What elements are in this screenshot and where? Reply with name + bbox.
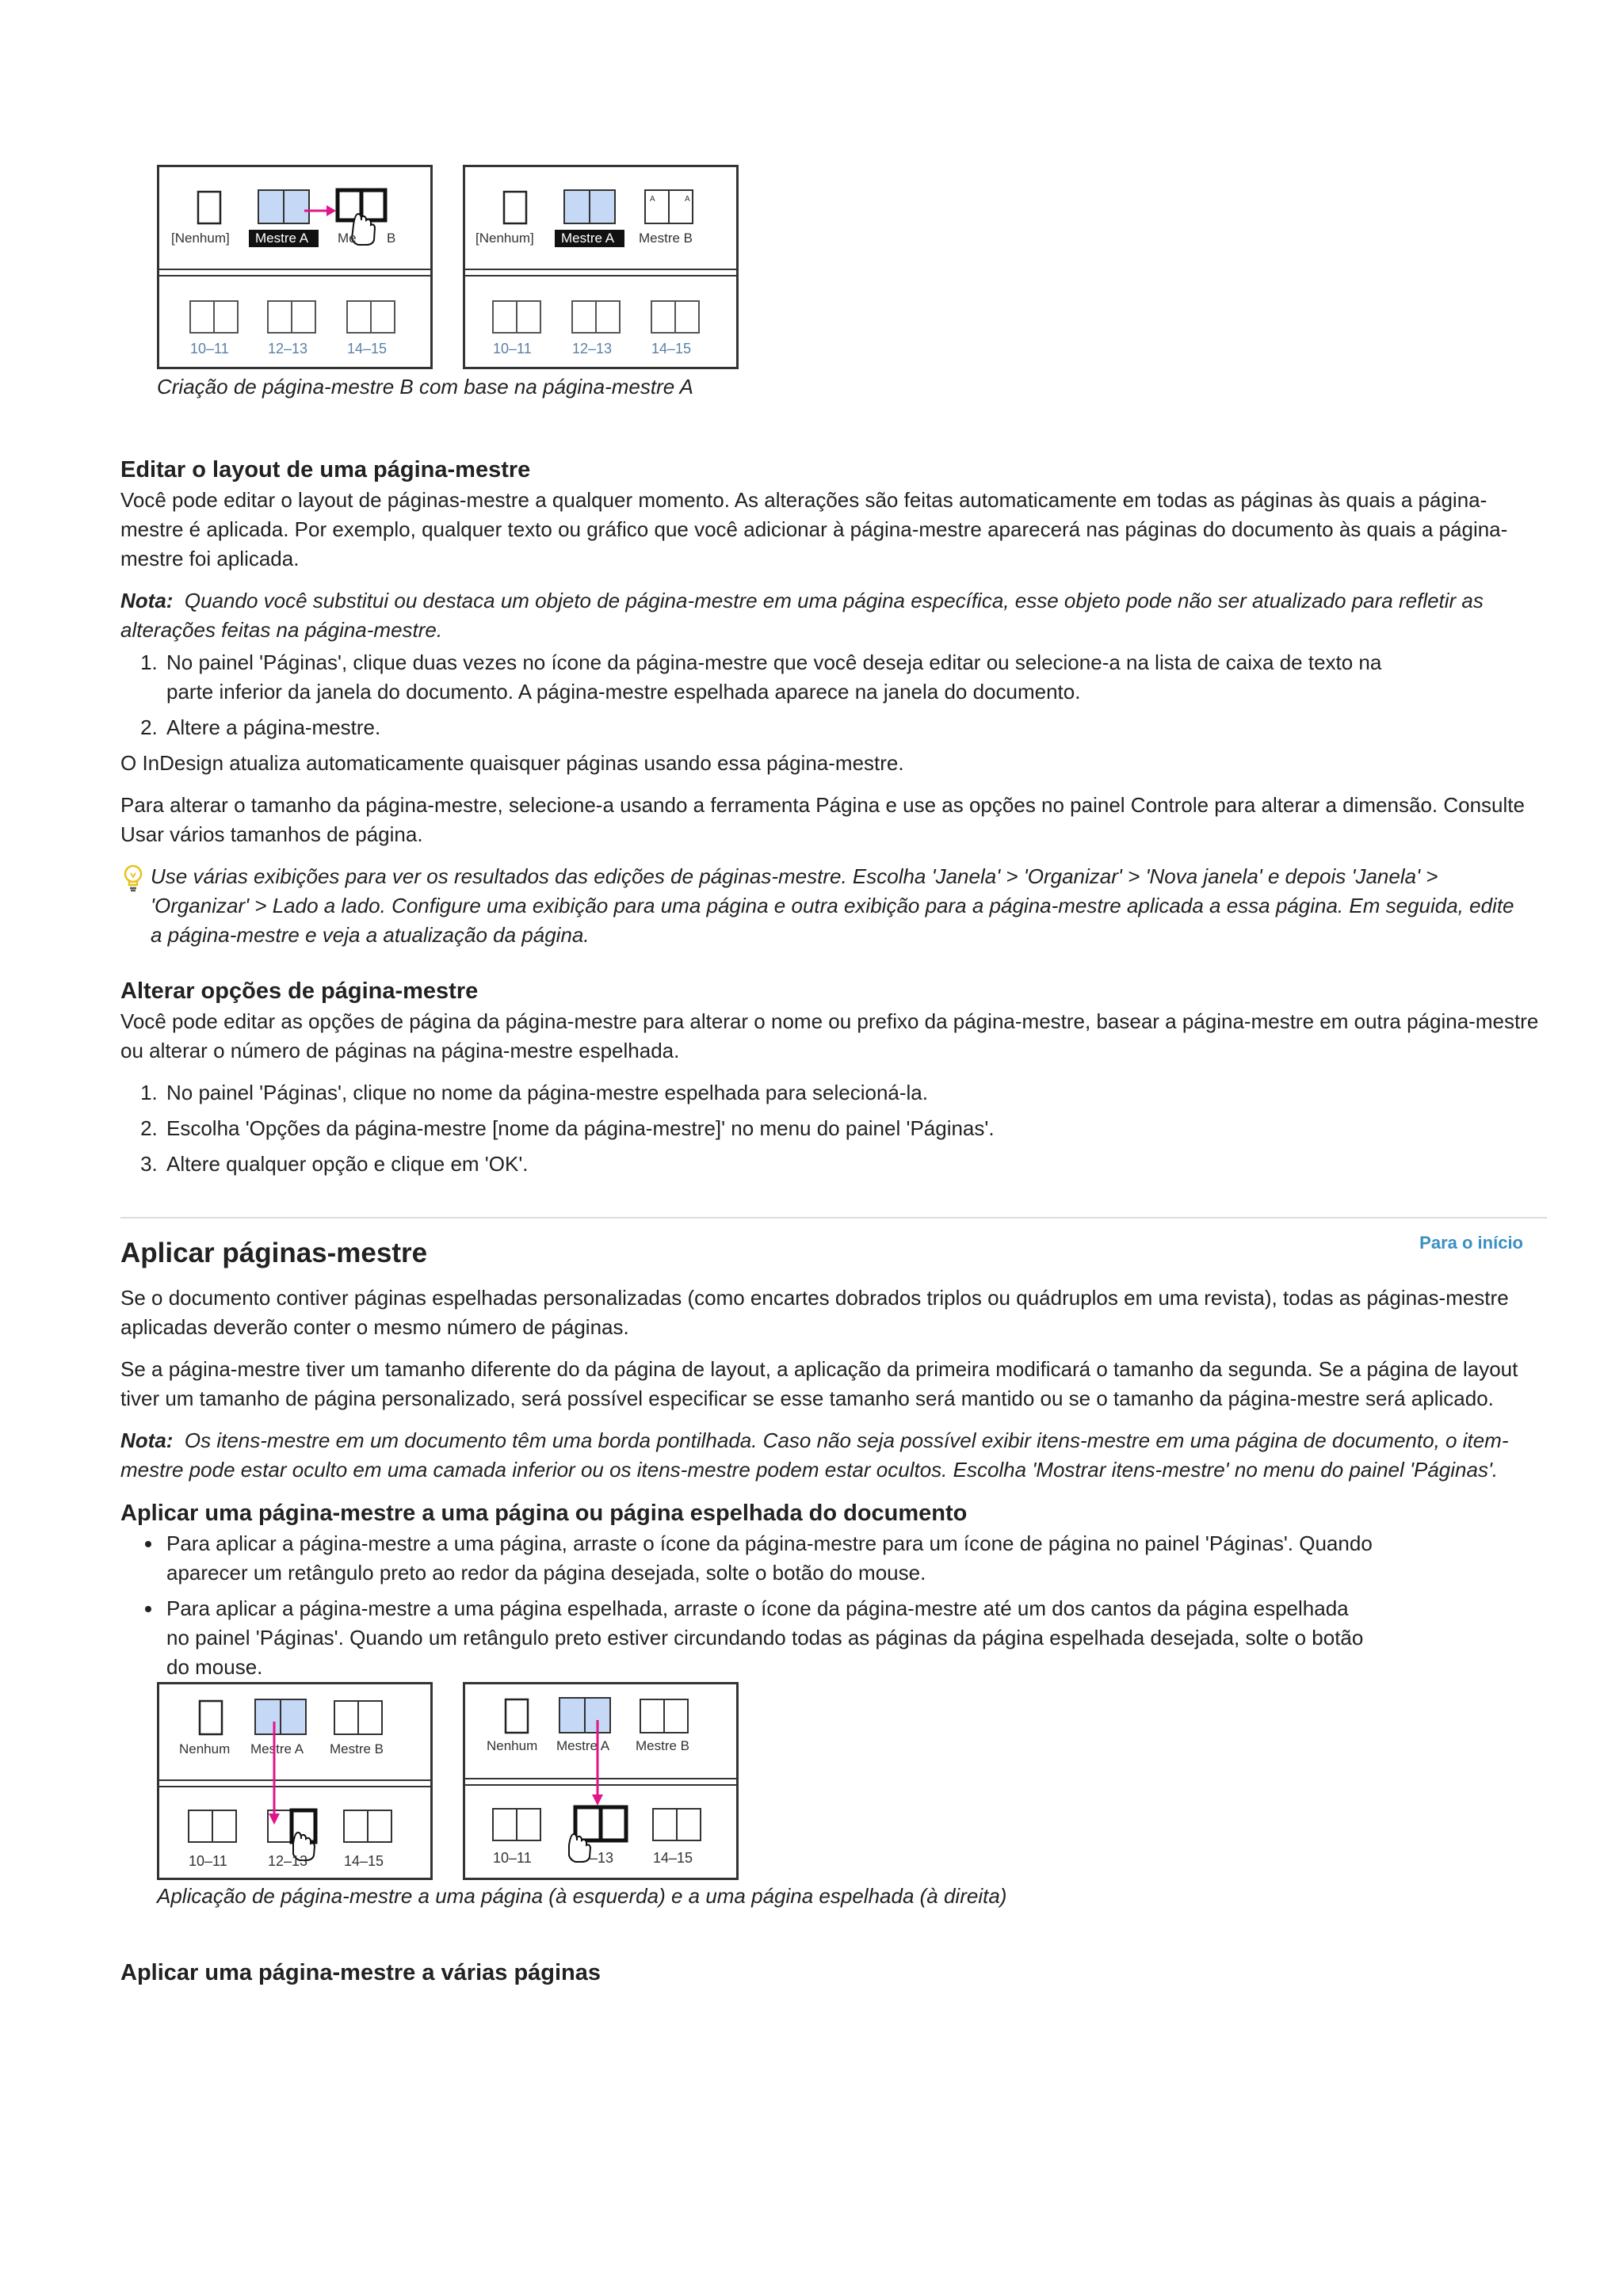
page-label: 14–15 — [347, 341, 388, 357]
master-label-a: Mestre A — [250, 1741, 304, 1756]
page-label: 14–15 — [651, 341, 692, 357]
pages-panel-left — [157, 165, 433, 369]
note — [120, 1426, 1547, 1485]
master-label-a: Mestre A — [255, 231, 309, 246]
master-label-b: Mestre B — [330, 1741, 384, 1756]
paragraph: Se o documento contiver páginas espelhadas personalizadas (como encartes dobrados triplos ou quádruplos em uma revista), todas as páginas-mestre aplicadas deverão conter o mesmo número de páginas. — [120, 1286, 1509, 1339]
master-label-partial: Me — [338, 231, 357, 246]
list-item: 1. No painel 'Páginas', clique no nome da página-mestre espelhada para selecioná-la. — [163, 1078, 1547, 1108]
master-label-none: [Nenhum] — [171, 231, 230, 246]
note-label: Nota: — [120, 1428, 174, 1452]
page-label: 12–13 — [268, 341, 308, 357]
svg-text:A: A — [685, 195, 690, 204]
tip — [120, 862, 1547, 950]
paragraph: Se a página-mestre tiver um tamanho diferente do da página de layout, a aplicação da primeira modificará o tamanho da segunda. Se a página de layout tiver um tamanho de página personalizado, será possível especificar se esse tamanho será mantido ou se o tamanho da página-mestre será aplicado. — [120, 1357, 1518, 1410]
note-label: Nota: — [120, 589, 174, 612]
note — [120, 586, 1547, 645]
note-text: Os itens-mestre em um documento têm uma borda pontilhada. Caso não seja possível exibir itens-mestre em uma página de documento, o item-mestre pode estar oculto em uma camada inferior ou os itens-mestre podem estar ocultos. Escolha 'Mostrar itens-mestre' no menu do painel 'Páginas'. — [120, 1428, 1509, 1482]
sub-heading-apply-to-page: Aplicar uma página-mestre a uma página ou página espelhada do documento — [120, 1501, 968, 1526]
section-heading-apply-masters: Aplicar páginas-mestre — [120, 1238, 428, 1268]
figure-caption: Criação de página-mestre B com base na página-mestre A — [157, 375, 693, 399]
page-label: 10–11 — [493, 341, 532, 357]
steps-list — [120, 648, 1547, 742]
svg-text:A: A — [650, 195, 655, 204]
figure-caption: Aplicação de página-mestre a uma página (à esquerda) e a uma página espelhada (à direita) — [157, 1884, 1007, 1908]
list-item: 3. Altere qualquer opção e clique em 'OK'. — [163, 1150, 1547, 1179]
page-label: 10–11 — [190, 341, 229, 357]
list-item: 1. No painel 'Páginas', clique duas vezes no ícone da página-mestre que você deseja editar ou selecione-a na lista de caixa de texto na parte inferior da janela do documento. A página-mestre espelhada aparece na janela do documento. — [163, 648, 1396, 707]
figure-create-master-b — [157, 165, 1547, 369]
tip-text: Use várias exibições para ver os resultados das edições de páginas-mestre. Escolha 'Janela' > 'Organizar' > 'Nova janela' e depois 'Janela' > 'Organizar' > Lado a lado. Configure uma exibição para uma página e outra exibição para a página-mestre aplicada a essa página. Em seguida, edite a página-mestre e veja a atualização da página. — [151, 864, 1514, 947]
page-label: 14–15 — [653, 1850, 693, 1866]
list-item: 2. Altere a página-mestre. — [163, 713, 1396, 742]
master-label-b: B — [387, 231, 396, 246]
page-label: 14–15 — [344, 1853, 384, 1869]
pages-panel-left — [157, 1682, 433, 1880]
list-item: • Para aplicar a página-mestre a uma página espelhada, arraste o ícone da página-mestre até um dos cantos da página espelhada no painel 'Páginas'. Quando um retângulo preto estiver circundando todas as páginas da página espelhada desejada, solte o botão do mouse. — [163, 1594, 1373, 1682]
note-text: Quando você substitui ou destaca um objeto de página-mestre em uma página específica, esse objeto pode não ser atualizado para refletir as alterações feitas na página-mestre. — [120, 589, 1484, 642]
section-heading-apply-multiple: Aplicar uma página-mestre a várias páginas — [120, 1960, 601, 1985]
lightbulb-icon — [120, 864, 151, 900]
back-to-top-link[interactable]: Para o início — [1419, 1233, 1523, 1253]
section-heading-edit-layout: Editar o layout de uma página-mestre — [120, 457, 531, 482]
page-label: 12–13 — [572, 341, 613, 357]
page-label: 10–11 — [189, 1853, 227, 1869]
master-label-none: Nenhum — [487, 1738, 538, 1753]
pages-panel-right — [463, 165, 739, 369]
master-label-b: Mestre B — [639, 231, 693, 246]
master-label-b: Mestre B — [636, 1738, 690, 1753]
paragraph: O InDesign atualiza automaticamente quaisquer páginas usando essa página-mestre. — [120, 751, 904, 775]
master-label-a: Mestre A — [556, 1738, 610, 1753]
master-label-none: [Nenhum] — [475, 231, 534, 246]
paragraph: Você pode editar as opções de página da página-mestre para alterar o nome ou prefixo da página-mestre, basear a página-mestre em outra página-mestre ou alterar o número de páginas na página-mestre espelhada. — [120, 1009, 1539, 1062]
paragraph: Para alterar o tamanho da página-mestre, selecione-a usando a ferramenta Página e use as opções no painel Controle para alterar a dimensão. Consulte Usar vários tamanhos de página. — [120, 793, 1525, 846]
figure-apply-master — [157, 1682, 1547, 1880]
page-label: –13 — [590, 1850, 614, 1866]
list-item: 2. Escolha 'Opções da página-mestre [nome da página-mestre]' no menu do painel 'Páginas'. — [163, 1114, 1547, 1143]
list-item: • Para aplicar a página-mestre a uma página, arraste o ícone da página-mestre para um ícone de página no painel 'Páginas'. Quando aparecer um retângulo preto ao redor da página desejada, solte o botão do mouse. — [163, 1529, 1373, 1588]
page-label: 10–11 — [493, 1850, 532, 1866]
document-page — [120, 0, 1547, 1989]
steps-list — [120, 1078, 1547, 1179]
pages-panel-right — [463, 1682, 739, 1880]
master-label-a: Mestre A — [561, 231, 615, 246]
master-label-none: Nenhum — [179, 1741, 231, 1756]
page-label: 12–13 — [268, 1853, 308, 1869]
bullet-list — [120, 1529, 1547, 1682]
section-heading-master-options: Alterar opções de página-mestre — [120, 978, 479, 1004]
paragraph: Você pode editar o layout de páginas-mestre a qualquer momento. As alterações são feitas automaticamente em todas as páginas às quais a página-mestre é aplicada. Por exemplo, qualquer texto ou gráfico que você adicionar à página-mestre aparecerá nas páginas do documento às quais a página-mestre foi aplicada. — [120, 488, 1508, 570]
